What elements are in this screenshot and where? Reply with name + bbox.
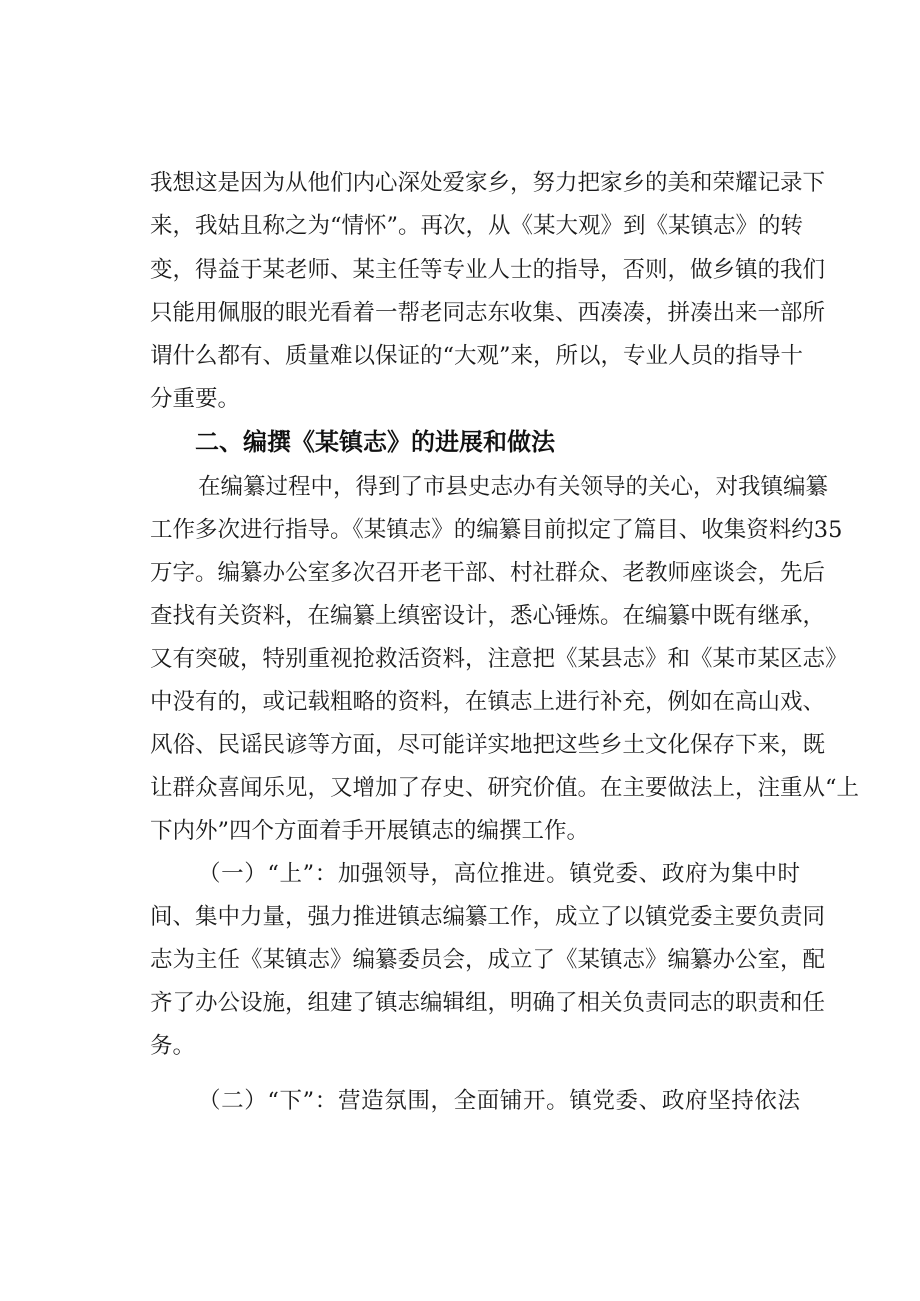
paragraph-line: （二）“下”：营造氛围，全面铺开。镇党委、政府坚持依法	[198, 1088, 800, 1114]
paragraph-line: 分重要。	[150, 386, 241, 412]
paragraph-line: 工作多次进行指导。《某镇志》的编纂目前拟定了篇目、收集资料约35	[150, 517, 843, 543]
paragraph-line: 只能用佩服的眼光看着一帮老同志东收集、西凑凑，拼凑出来一部所	[150, 300, 826, 326]
paragraph-line: 志为主任《某镇志》编纂委员会，成立了《某镇志》编纂办公室，配	[150, 947, 826, 973]
paragraph-line: 谓什么都有、质量难以保证的“大观”来，所以，专业人员的指导十	[150, 343, 804, 369]
paragraph-line: 下内外”四个方面着手开展镇志的编撰工作。	[150, 818, 590, 844]
paragraph-line: 间、集中力量，强力推进镇志编纂工作，成立了以镇党委主要负责同	[150, 904, 826, 930]
paragraph-line: 风俗、民谣民谚等方面，尽可能详实地把这些乡土文化保存下来，既	[150, 732, 826, 758]
paragraph-line: 务。	[150, 1033, 196, 1059]
paragraph-line: 让群众喜闻乐见，又增加了存史、研究价值。在主要做法上，注重从“上	[150, 775, 860, 801]
paragraph-line: 我想这是因为从他们内心深处爱家乡，努力把家乡的美和荣耀记录下	[150, 170, 826, 196]
paragraph-line: 查找有关资料，在编纂上缜密设计，悉心锤炼。在编纂中既有继承，	[150, 603, 826, 629]
paragraph-line: （一）“上”：加强领导，高位推进。镇党委、政府为集中时	[198, 861, 800, 887]
paragraph-line: 来，我姑且称之为“情怀”。再次，从《某大观》到《某镇志》的转	[150, 213, 804, 239]
paragraph-line: 万字。编纂办公室多次召开老干部、村社群众、老教师座谈会，先后	[150, 560, 826, 586]
paragraph-line: 变，得益于某老师、某主任等专业人士的指导，否则，做乡镇的我们	[150, 257, 826, 283]
paragraph-line: 中没有的，或记载粗略的资料，在镇志上进行补充，例如在高山戏、	[150, 689, 826, 715]
section-heading: 二、编撰《某镇志》的进展和做法	[195, 428, 555, 456]
paragraph-line: 在编纂过程中，得到了市县史志办有关领导的关心，对我镇编纂	[198, 474, 829, 500]
paragraph-line: 齐了办公设施，组建了镇志编辑组，明确了相关负责同志的职责和任	[150, 990, 826, 1016]
paragraph-line: 又有突破，特别重视抢救活资料，注意把《某县志》和《某市某区志》	[150, 646, 848, 672]
